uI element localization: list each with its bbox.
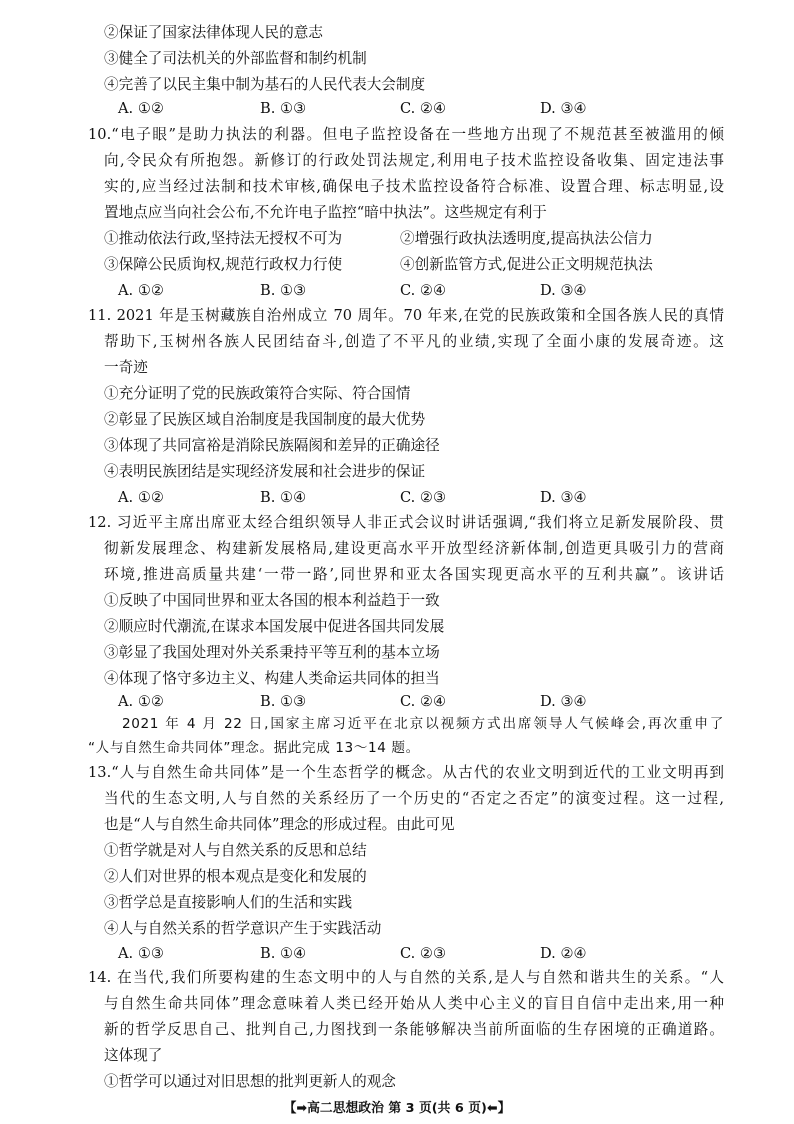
q11-option-d: D. ③④ <box>540 489 587 506</box>
q10-item-1: ①推动依法行政,坚持法无授权不可为 <box>104 230 343 247</box>
q9-option-c: C. ②④ <box>400 100 447 117</box>
q10-item-3: ③保障公民质询权,规范行政权力行使 <box>104 256 343 273</box>
q11-item-1: ①充分证明了党的民族政策符合实际、符合国情 <box>104 385 411 402</box>
q10-option-b: B. ①③ <box>260 282 307 299</box>
q13-options <box>0 944 794 964</box>
q11-option-a: A. ①② <box>118 489 164 506</box>
q14-stem-line-3: 新的哲学反思自己、批判自己,力图找到一条能够解决当前所面临的生存困境的正确道路。 <box>104 1021 724 1038</box>
q14-stem-line-2: 与自然生命共同体”理念意味着人类已经开始从人类中心主义的盲目自信中走出来,用一种 <box>104 995 724 1012</box>
q11-item-2: ②彰显了民族区域自治制度是我国制度的最大优势 <box>104 411 426 428</box>
q13-stem-line-1: 13.“人与自然生命共同体”是一个生态哲学的概念。从古代的农业文明到近代的工业文明再到 <box>88 764 724 781</box>
q13-option-c: C. ②③ <box>400 945 447 962</box>
q11-stem-line-2: 帮助下,玉树州各族人民团结奋斗,创造了不平凡的业绩,实现了全面小康的发展奇迹。这 <box>104 333 724 350</box>
q11-option-b: B. ①④ <box>260 489 307 506</box>
q9-option-a: A. ①② <box>118 100 164 117</box>
page-footer: 【➡高二思想政治 第 3 页(共 6 页)⬅】 <box>283 1101 511 1116</box>
q10-option-a: A. ①② <box>118 282 164 299</box>
material-intro-line-1: 2021 年 4 月 22 日,国家主席习近平在北京以视频方式出席领导人气候峰会,再次重申了 <box>122 716 724 732</box>
q10-item-4: ④创新监管方式,促进公正文明规范执法 <box>400 256 653 273</box>
q14-stem-line-4: 这体现了 <box>104 1047 163 1064</box>
q9-item-2: ②保证了国家法律体现人民的意志 <box>104 24 323 41</box>
q10-stem-line-4: 置地点应当向社会公布,不允许电子监控“暗中执法”。这些规定有利于 <box>104 204 547 221</box>
q9-item-4: ④完善了以民主集中制为基石的人民代表大会制度 <box>104 76 426 93</box>
q13-item-4: ④人与自然关系的哲学意识产生于实践活动 <box>104 920 382 937</box>
q9-item-3: ③健全了司法机关的外部监督和制约机制 <box>104 50 367 67</box>
q10-stem-line-3: 实的,应当经过法制和技术审核,确保电子技术监控设备符合标准、设置合理、标志明显,设 <box>104 178 724 195</box>
q10-option-d: D. ③④ <box>540 282 587 299</box>
q13-item-1: ①哲学就是对人与自然关系的反思和总结 <box>104 842 367 859</box>
q12-item-3: ③彰显了我国处理对外关系秉持平等互利的基本立场 <box>104 644 440 661</box>
q12-stem-line-2: 彻新发展理念、构建新发展格局,建设更高水平开放型经济新体制,创造更具吸引力的营商 <box>104 540 724 557</box>
q12-item-4: ④体现了恪守多边主义、构建人类命运共同体的担当 <box>104 670 440 687</box>
q11-item-4: ④表明民族团结是实现经济发展和社会进步的保证 <box>104 463 426 480</box>
q11-stem-line-1: 11. 2021 年是玉树藏族自治州成立 70 周年。70 年来,在党的民族政策和全国各族人民的真情 <box>88 307 724 324</box>
q10-option-c: C. ②④ <box>400 282 447 299</box>
q9-option-d: D. ③④ <box>540 100 587 117</box>
q9-option-b: B. ①③ <box>260 100 307 117</box>
q14-stem-line-1: 14. 在当代,我们所要构建的生态文明中的人与自然的关系,是人与自然和谐共生的关系。“人 <box>88 969 724 986</box>
q13-item-3: ③哲学总是直接影响人们的生活和实践 <box>104 894 353 911</box>
q10-stem-line-1: 10.“电子眼”是助力执法的利器。但电子监控设备在一些地方出现了不规范甚至被滥用的倾 <box>88 126 724 143</box>
q12-option-c: C. ②④ <box>400 693 447 710</box>
q12-option-a: A. ①② <box>118 693 164 710</box>
q11-options <box>0 488 794 508</box>
q11-item-3: ③体现了共同富裕是消除民族隔阂和差异的正确途径 <box>104 437 440 454</box>
material-intro-line-2: “人与自然生命共同体”理念。据此完成 13～14 题。 <box>88 740 420 756</box>
q12-stem-line-3: 环境,推进高质量共建‘一带一路’,同世界和亚太各国实现更高水平的互利共赢”。该讲话 <box>104 566 724 583</box>
q12-item-1: ①反映了中国同世界和亚太各国的根本利益趋于一致 <box>104 592 440 609</box>
q10-options <box>0 281 794 301</box>
q11-stem-line-3: 一奇迹 <box>104 359 148 376</box>
q12-option-d: D. ③④ <box>540 693 587 710</box>
q13-option-b: B. ①④ <box>260 945 307 962</box>
q12-option-b: B. ①③ <box>260 693 307 710</box>
q12-item-2: ②顺应时代潮流,在谋求本国发展中促进各国共同发展 <box>104 618 445 635</box>
q13-item-2: ②人们对世界的根本观点是变化和发展的 <box>104 868 367 885</box>
q12-stem-line-1: 12. 习近平主席出席亚太经合组织领导人非正式会议时讲话强调,“我们将立足新发展阶段、贯 <box>88 514 724 531</box>
q10-item-2: ②增强行政执法透明度,提高执法公信力 <box>400 230 653 247</box>
q13-option-a: A. ①③ <box>118 945 164 962</box>
q9-options <box>0 99 794 119</box>
q14-item-1: ①哲学可以通过对旧思想的批判更新人的观念 <box>104 1073 396 1090</box>
q13-option-d: D. ②④ <box>540 945 587 962</box>
q11-option-c: C. ②③ <box>400 489 447 506</box>
q13-stem-line-3: 也是“人与自然生命共同体”理念的形成过程。由此可见 <box>104 816 455 833</box>
q12-options <box>0 692 794 712</box>
q13-stem-line-2: 当代的生态文明,人与自然的关系经历了一个历史的“否定之否定”的演变过程。这一过程, <box>104 790 724 807</box>
q10-stem-line-2: 向,令民众有所抱怨。新修订的行政处罚法规定,利用电子技术监控设备收集、固定违法事 <box>104 152 724 169</box>
